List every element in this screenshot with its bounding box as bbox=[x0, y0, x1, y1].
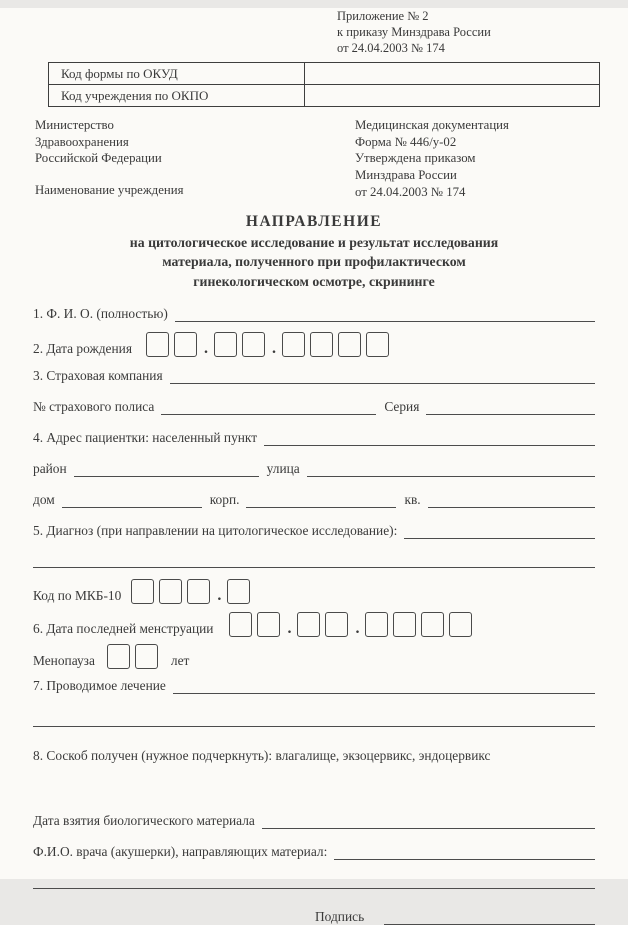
form-subtitle bbox=[0, 233, 628, 291]
char-box bbox=[242, 332, 265, 357]
full-name-row bbox=[33, 306, 595, 322]
ministry-line: Министерство bbox=[35, 118, 114, 132]
street-blank-line bbox=[307, 462, 595, 477]
material-date-label: Дата взятия биологического материала bbox=[33, 813, 255, 829]
ministry-block bbox=[35, 117, 183, 200]
char-box bbox=[338, 332, 361, 357]
meddoc-line: Форма № 446/у-02 bbox=[355, 134, 457, 149]
diagnosis-blank-line bbox=[404, 524, 595, 539]
material-date-row bbox=[33, 813, 595, 829]
birth-date-boxes bbox=[146, 332, 394, 357]
house-row bbox=[33, 492, 595, 508]
menopause-label: Менопауза bbox=[33, 653, 95, 669]
settlement-blank-line bbox=[264, 431, 595, 446]
annex-line: от 24.04.2003 № 174 bbox=[337, 41, 445, 55]
scanned-form-page bbox=[0, 8, 628, 925]
char-box bbox=[135, 644, 158, 669]
doctor-name-label: Ф.И.О. врача (акушерки), направляющих материал: bbox=[33, 844, 328, 860]
menopause-row bbox=[33, 644, 595, 669]
okud-code-value bbox=[305, 63, 600, 85]
okpo-code-value bbox=[305, 85, 600, 107]
org-header-row bbox=[35, 117, 595, 200]
ministry-line: Российской Федерации bbox=[35, 151, 162, 166]
char-box bbox=[227, 579, 250, 604]
icd-code-row bbox=[33, 579, 595, 604]
institution-name-label: Наименование учреждения bbox=[35, 182, 184, 197]
street-label: улица bbox=[266, 461, 300, 477]
annex-reference bbox=[337, 8, 618, 56]
box-separator-dot: . bbox=[272, 340, 276, 358]
char-box bbox=[449, 612, 472, 637]
char-box bbox=[365, 612, 388, 637]
char-box bbox=[107, 644, 130, 669]
policy-row bbox=[33, 399, 595, 415]
annex-line: Приложение № 2 bbox=[337, 9, 429, 23]
scrape-source-row bbox=[33, 748, 595, 764]
icd-code-label: Код по МКБ-10 bbox=[33, 588, 122, 604]
last-menses-label: 6. Дата последней менструации bbox=[33, 621, 214, 637]
form-subtitle-line: на цитологическое исследование и результат исследования bbox=[129, 235, 499, 251]
char-box bbox=[421, 612, 444, 637]
treatment-label: 7. Проводимое лечение bbox=[33, 678, 166, 694]
policy-number-blank-line bbox=[161, 400, 376, 415]
apartment-label: кв. bbox=[404, 492, 421, 508]
meddoc-line: Медицинская документация bbox=[355, 118, 509, 132]
treatment-continuation-line bbox=[33, 725, 595, 727]
char-box bbox=[393, 612, 416, 637]
apartment-blank-line bbox=[428, 493, 595, 508]
district-blank-line bbox=[74, 462, 259, 477]
meddoc-line: Утверждена приказом bbox=[355, 151, 476, 166]
treatment-row bbox=[33, 678, 595, 694]
signature-label: Подпись bbox=[315, 909, 365, 925]
okud-code-label: Код формы по ОКУД bbox=[49, 63, 305, 85]
building-label: корп. bbox=[209, 492, 240, 508]
address-row bbox=[33, 430, 595, 446]
birth-date-row bbox=[33, 332, 595, 357]
house-blank-line bbox=[62, 493, 202, 508]
char-box bbox=[146, 332, 169, 357]
meddoc-line: Минздрава России bbox=[355, 167, 457, 182]
char-box bbox=[282, 332, 305, 357]
form-subtitle-line: материала, полученного при профилактическом bbox=[162, 254, 466, 270]
material-date-blank-line bbox=[262, 814, 595, 829]
doctor-name-row bbox=[33, 844, 595, 860]
form-subtitle-line: гинекологическом осмотре, скрининге bbox=[193, 273, 435, 289]
ministry-line: Здравоохранения bbox=[35, 134, 129, 149]
house-label: дом bbox=[33, 492, 55, 508]
building-blank-line bbox=[246, 493, 396, 508]
char-box bbox=[187, 579, 210, 604]
insurance-company-label: 3. Страховая компания bbox=[33, 368, 163, 384]
district-label: район bbox=[33, 461, 67, 477]
signature-blank-line bbox=[384, 910, 595, 925]
form-title: НАПРАВЛЕНИЕ bbox=[245, 213, 383, 231]
char-box bbox=[159, 579, 182, 604]
treatment-blank-line bbox=[173, 679, 595, 694]
table-row bbox=[49, 63, 600, 85]
form-title-block bbox=[0, 213, 628, 291]
annex-line: к приказу Минздрава России bbox=[337, 25, 491, 39]
table-row bbox=[49, 85, 600, 107]
menopause-years-label: лет bbox=[170, 653, 190, 669]
policy-series-label: Серия bbox=[384, 399, 420, 415]
char-box bbox=[131, 579, 154, 604]
last-menses-row bbox=[33, 612, 595, 637]
box-separator-dot: . bbox=[287, 620, 292, 638]
full-name-blank-line bbox=[175, 307, 595, 322]
char-box bbox=[366, 332, 389, 357]
last-menses-boxes bbox=[229, 612, 477, 637]
form-body bbox=[33, 306, 595, 889]
medical-documentation-block bbox=[355, 117, 595, 200]
full-name-label: 1. Ф. И. О. (полностью) bbox=[33, 306, 168, 322]
box-separator-dot: . bbox=[204, 340, 208, 358]
icd-code-boxes bbox=[131, 579, 255, 604]
char-box bbox=[229, 612, 252, 637]
scrape-source-label: 8. Соскоб получен (нужное подчеркнуть): влагалище, экзоцервикс, эндоцервикс bbox=[33, 748, 491, 764]
doctor-name-blank-line bbox=[334, 845, 595, 860]
diagnosis-label: 5. Диагноз (при направлении на цитологическое исследование): bbox=[33, 523, 398, 539]
diagnosis-row bbox=[33, 523, 595, 539]
char-box bbox=[214, 332, 237, 357]
doctor-continuation-line bbox=[33, 887, 595, 889]
signature-row bbox=[315, 909, 595, 925]
char-box bbox=[310, 332, 333, 357]
policy-number-label: № страхового полиса bbox=[33, 399, 155, 415]
codes-table bbox=[48, 62, 600, 107]
policy-series-blank-line bbox=[426, 400, 595, 415]
birth-date-label: 2. Дата рождения bbox=[33, 341, 132, 357]
char-box bbox=[257, 612, 280, 637]
insurance-company-row bbox=[33, 368, 595, 384]
box-separator-dot: . bbox=[355, 620, 360, 638]
okpo-code-label: Код учреждения по ОКПО bbox=[49, 85, 305, 107]
meddoc-line: от 24.04.2003 № 174 bbox=[355, 184, 466, 199]
diagnosis-continuation-line bbox=[33, 566, 595, 568]
char-box bbox=[297, 612, 320, 637]
char-box bbox=[174, 332, 197, 357]
box-separator-dot: . bbox=[217, 587, 222, 605]
district-street-row bbox=[33, 461, 595, 477]
insurance-company-blank-line bbox=[170, 369, 595, 384]
char-box bbox=[325, 612, 348, 637]
address-label: 4. Адрес пациентки: населенный пункт bbox=[33, 430, 258, 446]
menopause-boxes bbox=[107, 644, 163, 669]
